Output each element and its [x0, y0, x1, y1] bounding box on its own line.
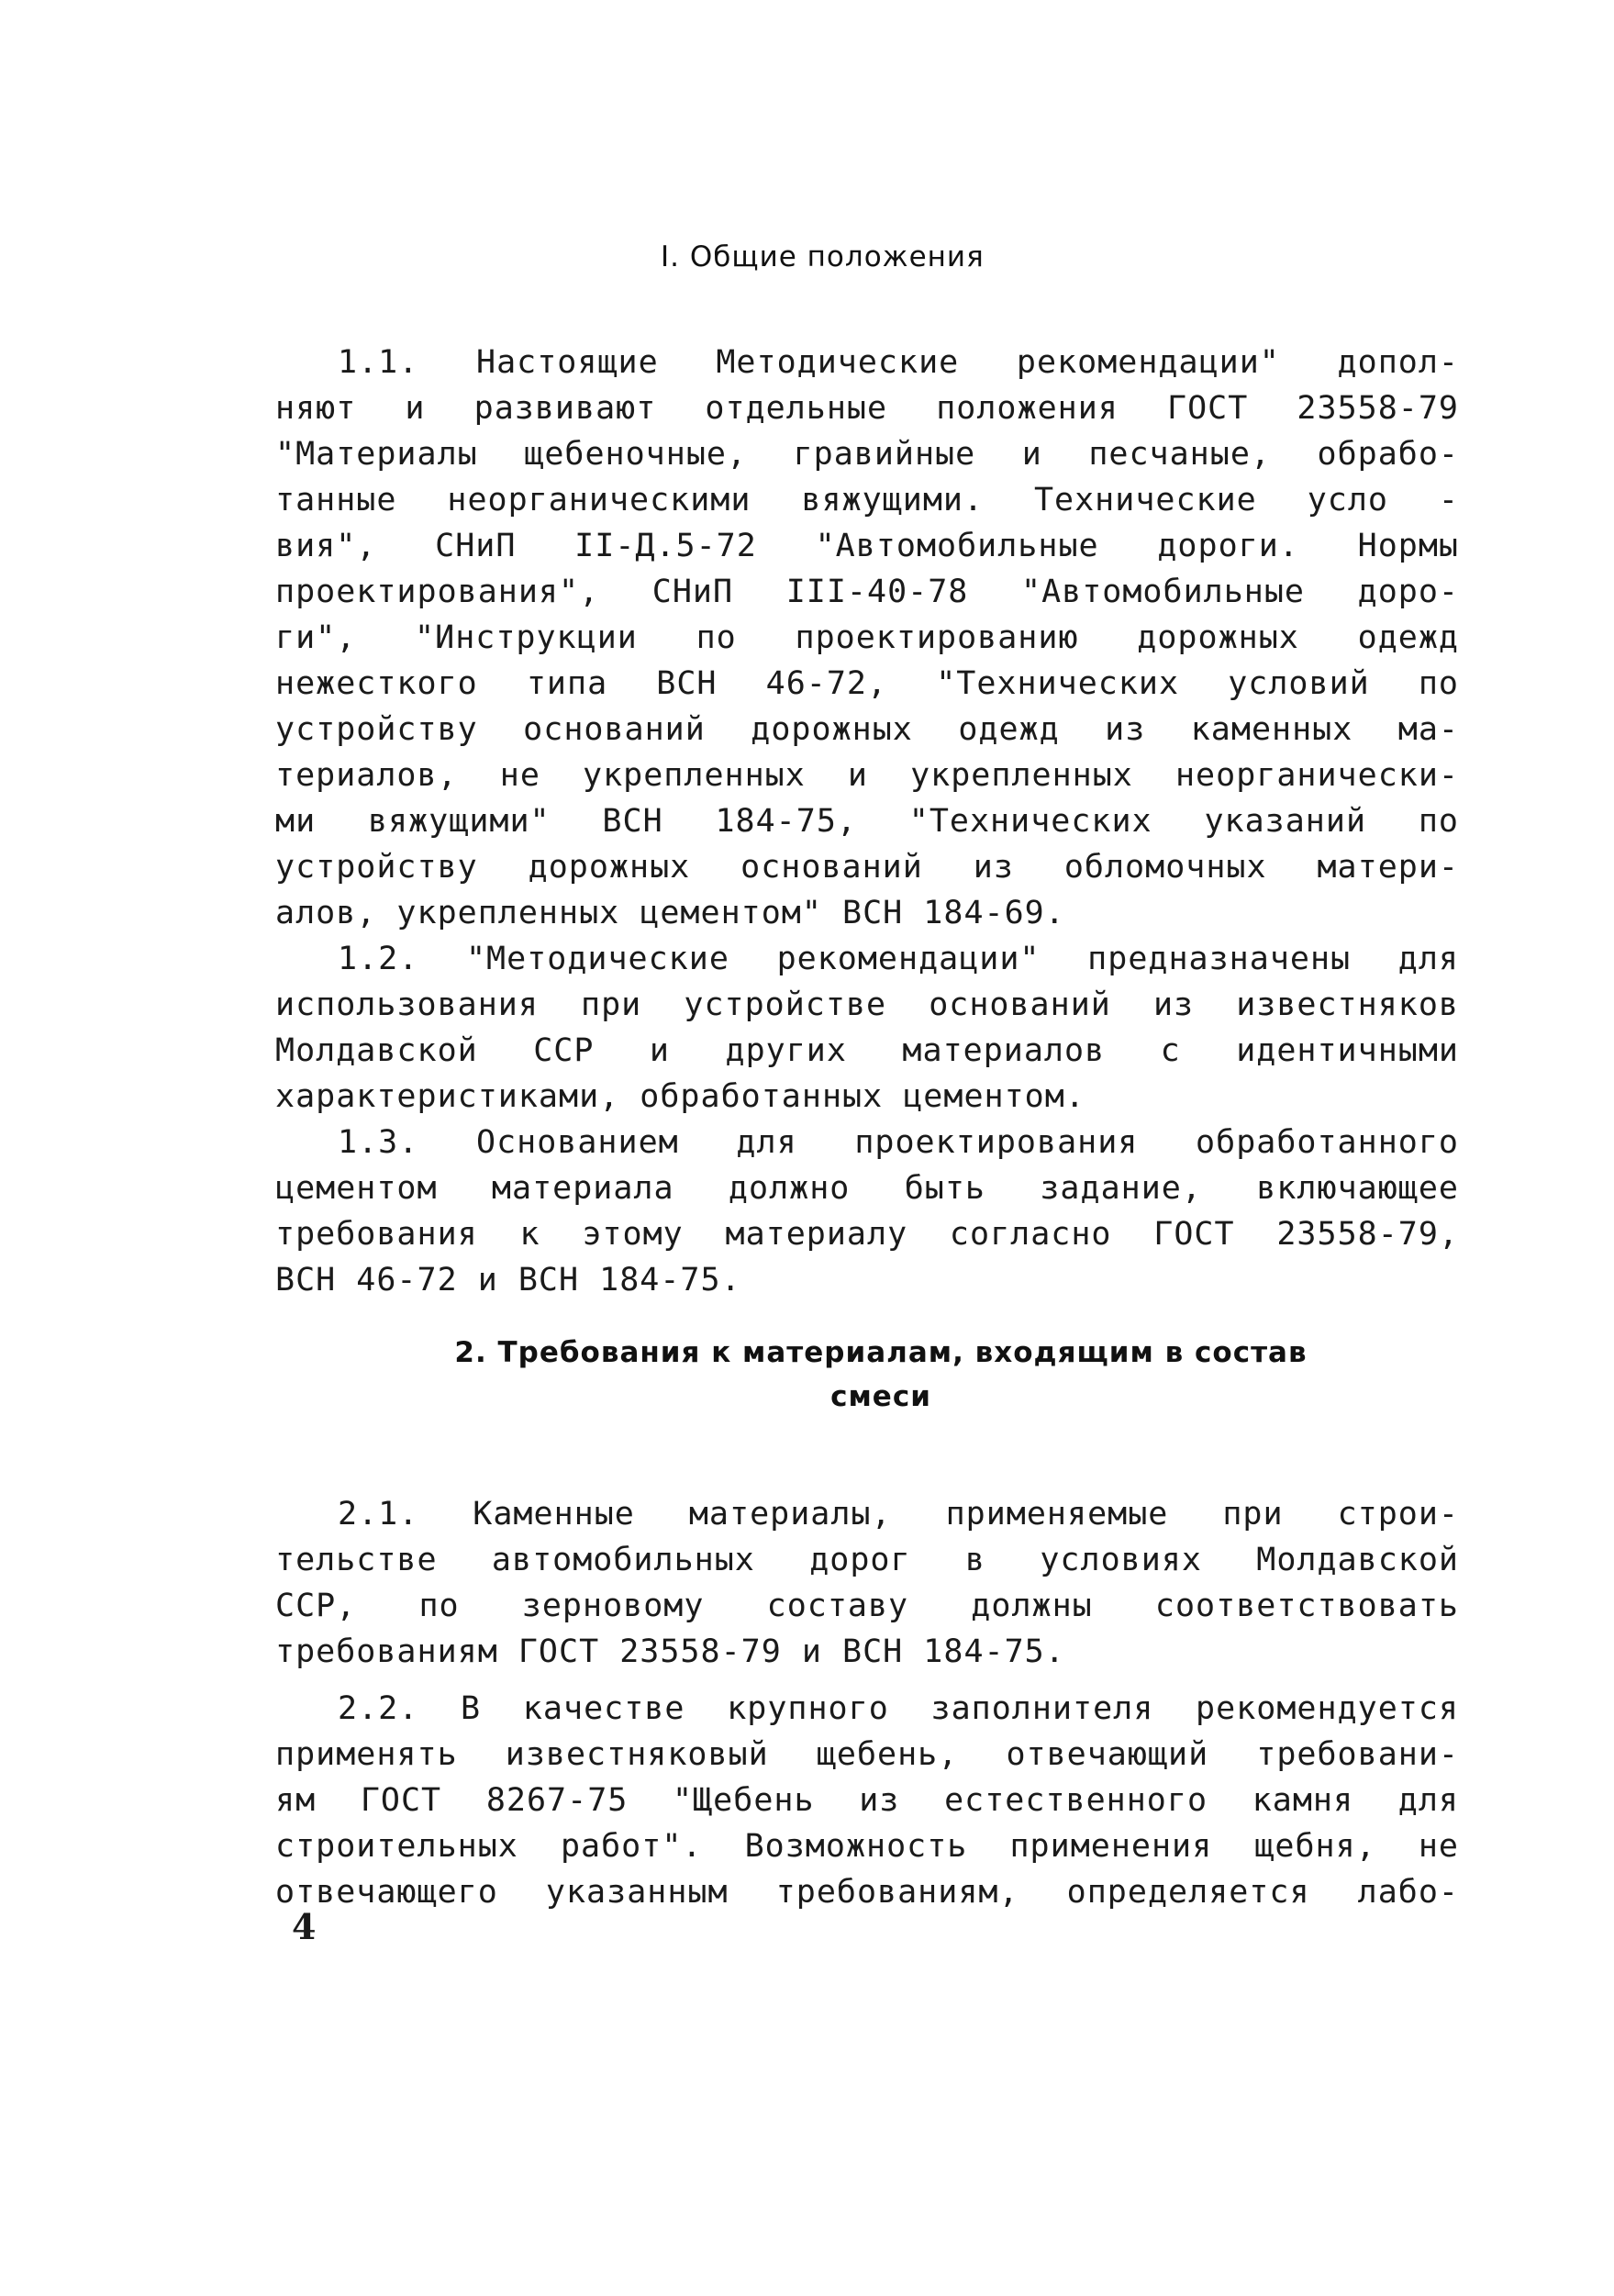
text-line: характеристиками, обработанных цементом. — [275, 1078, 1085, 1115]
text-line: тельстве автомобильных дорог в условиях Молдавской — [275, 1542, 1459, 1578]
text-line: Молдавской ССР и других материалов с идентичными — [275, 1032, 1459, 1069]
text-line: танные неорганическими вяжущими. Технические усло - — [275, 482, 1459, 518]
text-line: няют и развивают отдельные положения ГОСТ 23558-79 — [275, 390, 1459, 427]
text-line: проектирования", СНиП III-40-78 "Автомобильные доро- — [275, 574, 1459, 610]
text-line: строительных работ". Возможность применения щебня, не — [275, 1828, 1459, 1865]
text-line: вия", СНиП II-Д.5-72 "Автомобильные дороги. Нормы — [275, 528, 1459, 564]
text-line: ям ГОСТ 8267-75 "Щебень из естественного камня для — [275, 1782, 1459, 1819]
section-1-body — [275, 340, 1459, 1303]
section-2-heading-line-1: 2. Требования к материалам, входящим в состав — [454, 1336, 1308, 1369]
text-line: алов, укрепленных цементом" ВСН 184-69. — [275, 895, 1065, 931]
text-line: устройству оснований дорожных одежд из каменных ма- — [275, 711, 1459, 748]
text-line: требования к этому материалу согласно ГОСТ 23558-79, — [275, 1216, 1459, 1253]
text-line: отвечающего указанным требованиям, определяется лабо- — [275, 1874, 1459, 1911]
page-number: 4 — [292, 1906, 317, 1947]
text-line: нежесткого типа ВСН 46-72, "Технических условий по — [275, 665, 1459, 702]
text-line: 2.2. В качестве крупного заполнителя рекомендуется — [338, 1690, 1459, 1727]
text-line: использования при устройстве оснований из известняков — [275, 986, 1459, 1023]
text-line: ми вяжущими" ВСН 184-75, "Технических указаний по — [275, 803, 1459, 840]
section-2-body — [275, 1491, 1459, 1915]
text-line: ги", "Инструкции по проектированию дорожных одежд — [275, 619, 1459, 656]
text-line: 1.3. Основанием для проектирования обработанного — [338, 1124, 1459, 1161]
text-line: "Материалы щебеночные, гравийные и песчаные, обрабо- — [275, 436, 1459, 473]
text-line: ССР, по зерновому составу должны соответствовать — [275, 1588, 1459, 1624]
text-line: 1.2. "Методические рекомендации" предназначены для — [338, 941, 1459, 977]
text-line: териалов, не укрепленных и укрепленных неорганически- — [275, 757, 1459, 794]
section-2-heading — [404, 1331, 1358, 1419]
text-line: 1.1. Настоящие Методические рекомендации" допол- — [338, 344, 1459, 381]
section-1-heading: І. Общие положения — [661, 240, 985, 273]
text-line: 2.1. Каменные материалы, применяемые при строи- — [338, 1496, 1459, 1533]
text-line: цементом материала должно быть задание, включающее — [275, 1170, 1459, 1207]
text-line: применять известняковый щебень, отвечающий требовани- — [275, 1736, 1459, 1773]
section-2-heading-line-2: смеси — [830, 1380, 931, 1413]
text-line: ВСН 46-72 и ВСН 184-75. — [275, 1262, 741, 1298]
text-line: требованиям ГОСТ 23558-79 и ВСН 184-75. — [275, 1633, 1065, 1670]
text-line: устройству дорожных оснований из обломочных матери- — [275, 849, 1459, 886]
